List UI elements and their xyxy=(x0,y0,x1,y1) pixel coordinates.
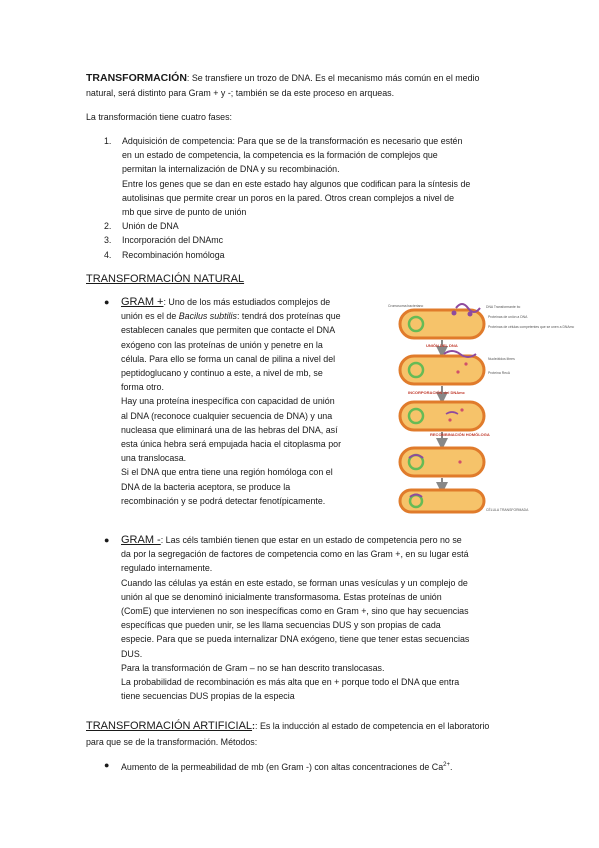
gram-negative-line: DUS. xyxy=(121,648,143,659)
gram-negative-line: unión al que se denominó inicialmente transformasoma. Estas proteínas de unión xyxy=(121,591,442,602)
bullet-icon: ● xyxy=(104,297,110,307)
phase-item xyxy=(104,134,514,219)
phase-line: autolisinas que permite crear un poros en la pared. Otros crean complejos a nivel de xyxy=(122,192,455,203)
phase-number: 4. xyxy=(104,249,112,260)
gram-positive-line: recombinación y se podrá detectar fenotípicamente. xyxy=(121,495,326,506)
gram-negative-block xyxy=(121,533,531,703)
artificial-line-1 xyxy=(86,719,526,733)
phase-line: en un estado de competencia, la competencia es la formación de complejos que xyxy=(122,150,438,161)
gram-negative-line xyxy=(121,533,531,547)
gram-positive-text: unión es el de xyxy=(121,311,179,322)
artificial-line-2: para que se de la transformación. Métodos: xyxy=(86,737,258,747)
cell-transformed xyxy=(400,490,484,512)
phase-number: 2. xyxy=(104,221,112,232)
cell-competent xyxy=(400,304,484,338)
phase-item xyxy=(104,248,514,262)
gram-negative-line: específicas que pueden unir, se les llama secuencias DUS y son propias de cada xyxy=(121,620,441,631)
gram-positive-line xyxy=(121,309,379,323)
gram-positive-line: forma otro. xyxy=(121,382,164,393)
phase-line: Adquisición de competencia: Para que se de la transformación es necesario que estén xyxy=(122,136,463,146)
gram-positive-line xyxy=(121,295,379,309)
cell-incorporation xyxy=(400,402,484,430)
gram-positive-line: una translocasa. xyxy=(121,453,187,464)
label-nucleotides: Nucleótidos libres xyxy=(488,357,515,361)
phase-item xyxy=(104,233,514,247)
gram-negative-line: Cuando las células ya están en este estado, se forman unas vesículas y un complejo de xyxy=(121,577,468,588)
gram-positive-line: Si el DNA que entra tiene una región homóloga con el xyxy=(121,467,333,478)
artificial-intro: : Es la inducción al estado de competencia en el laboratorio xyxy=(255,721,490,731)
species-name: Bacilus subtilis xyxy=(178,311,237,322)
gram-positive-block xyxy=(121,295,379,508)
gram-negative-intro: : Las céls también tienen que estar en un estado de competencia pero no se xyxy=(160,535,462,545)
artificial-method xyxy=(121,758,541,774)
phases-list xyxy=(104,134,514,262)
gram-negative-line: (ComE) que intervienen no son inespecíficas como en Gram +, sino que hay secuencias xyxy=(121,606,469,617)
gram-positive-label: GRAM + xyxy=(121,296,164,308)
label-binding-proteins: Proteínas de unión a DNA xyxy=(488,315,528,319)
gram-positive-line: esta única hebra será empujada hacia el citoplasma por xyxy=(121,439,342,450)
cell-recombination xyxy=(400,448,484,476)
natural-heading: TRANSFORMACIÓN NATURAL xyxy=(86,273,245,285)
phases-intro: La transformación tiene cuatro fases: xyxy=(86,112,233,122)
gram-negative-line: da por la segregación de factores de competencia como en las Gram +, en su lugar está xyxy=(121,549,469,560)
gram-negative-line: Para la transformación de Gram – no se han descrito translocasas. xyxy=(121,662,385,673)
gram-positive-line: DNA de la bacteria aceptora, se produce la xyxy=(121,481,291,492)
gram-positive-text: : tendrá dos proteínas que xyxy=(236,311,341,322)
gram-positive-line: peptidoglucano y continuo a este, a nivel de mb, se xyxy=(121,368,323,379)
label-transformed-cell: CÉLULA TRANSFORMADA xyxy=(486,508,529,512)
intro-line-2: natural, será distinto para Gram + y -; también se da este proceso en arqueas. xyxy=(86,88,395,98)
phase-item xyxy=(104,219,514,233)
artificial-heading: TRANSFORMACIÓN ARTIFICIAL xyxy=(86,720,253,732)
gram-positive-line: exógeno con las proteínas de unión y penetre en la xyxy=(121,339,323,350)
transformation-term: TRANSFORMACIÓN xyxy=(86,72,187,84)
gram-positive-line: célula. Para ello se forma un canal de pilina a nivel del xyxy=(121,353,336,364)
label-reca: Proteína RecA xyxy=(488,371,511,375)
label-recombination: RECOMBINACIÓN HOMÓLOGA xyxy=(430,432,490,437)
label-dna-binding: UNIÓN DEL DNA xyxy=(426,343,458,348)
artificial-method-text: Aumento de la permeabilidad de mb (en Gram -) con altas concentraciones de Ca xyxy=(121,761,444,772)
artificial-method-end: . xyxy=(449,761,453,772)
label-dna-transforming: DNA Transformante bc xyxy=(486,305,521,309)
label-competence-proteins: Proteínas de células competentes que se unen a DNAmc xyxy=(488,325,575,329)
gram-positive-line: nucleasa que eliminará una de las hebras del DNA, así xyxy=(121,424,338,435)
gram-positive-line: Hay una proteína inespecífica con capacidad de unión xyxy=(121,396,335,407)
phase-line: mb que sirve de punto de unión xyxy=(122,207,247,218)
gram-positive-line: al DNA (reconoce cualquier secuencia de DNA) y una xyxy=(121,410,333,421)
phase-number: 3. xyxy=(104,235,112,246)
label-chromosome: Cromosoma bacteriano xyxy=(388,304,424,308)
cell-dna-binding xyxy=(400,351,484,384)
intro-line-1-text: : Se transfiere un trozo de DNA. Es el mecanismo más común en el medio xyxy=(186,73,480,83)
phase-line: Unión de DNA xyxy=(122,221,179,232)
intro-line-1 xyxy=(86,71,526,85)
phase-line: Incorporación del DNAmc xyxy=(122,235,224,246)
phase-number: 1. xyxy=(104,136,112,146)
calcium-charge: 2+ xyxy=(443,762,450,768)
gram-negative-label: GRAM - xyxy=(121,534,161,546)
transformation-figure xyxy=(386,302,575,516)
phase-line: permitan la internalización de DNA y su recombinación. xyxy=(122,164,340,175)
gram-negative-line: especie. Para que se pueda internalizar DNA exógeno, tiene que tener estas secuencias xyxy=(121,634,470,645)
bullet-icon: ● xyxy=(104,535,110,545)
gram-negative-line: La probabilidad de recombinación es más alta que en + porque todo el DNA que entra xyxy=(121,677,460,688)
phase-line: Recombinación homóloga xyxy=(122,249,225,260)
gram-positive-intro: : Uno de los más estudiados complejos de xyxy=(163,297,331,307)
gram-negative-line: tiene secuencias DUS propias de la especia xyxy=(121,691,295,702)
gram-positive-line: establecen canales que permiten que contacte el DNA xyxy=(121,325,336,336)
label-incorporation: INCORPORACIÓN del DNAmc xyxy=(408,390,465,395)
gram-negative-line: regulado internamente. xyxy=(121,563,213,574)
bullet-icon: ● xyxy=(104,760,110,770)
phase-line: Entre los genes que se dan en este estado hay algunos que codifican para la síntesis de xyxy=(122,178,471,189)
artificial-heading-colon: : xyxy=(252,721,256,731)
